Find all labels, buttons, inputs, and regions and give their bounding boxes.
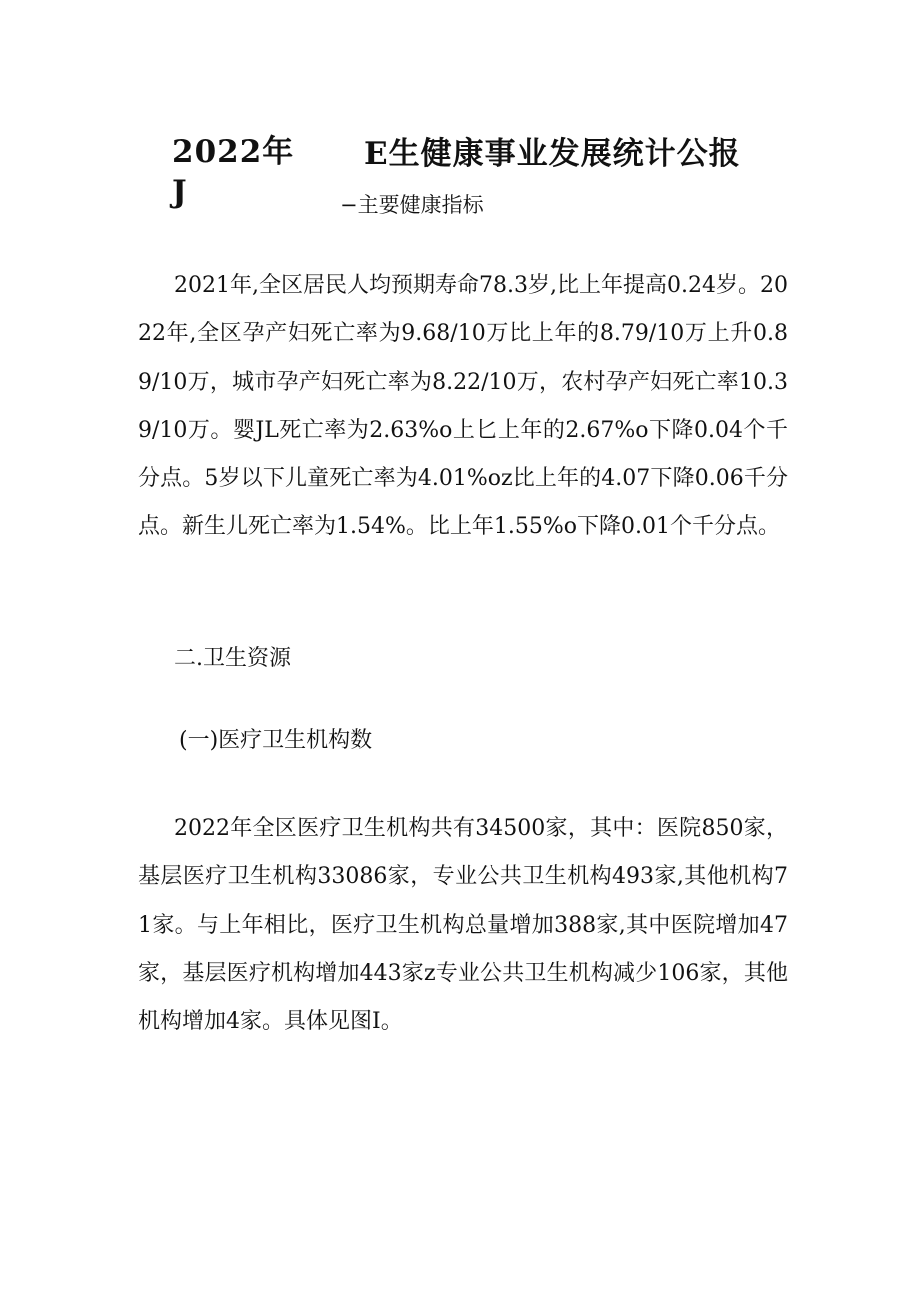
title-year-line2: J bbox=[172, 174, 187, 210]
section-heading-resources: 二.卫生资源 bbox=[174, 646, 291, 671]
title-year: 2022年 bbox=[172, 134, 295, 170]
institutions-paragraph: 2022年全区医疗卫生机构共有34500家，其中：医院850家，基层医疗卫生机构33086家，专业公共卫生机构493家,其他机构71家。与上年相比，医疗卫生机构总量增加388家,其中医院增加47家，基层医疗机构增加443家z专业公共卫生机构减少106家，其他机构增加4家。具体见图I。 bbox=[138, 816, 788, 1035]
document-title: E生健康事业发展统计公报 bbox=[364, 136, 741, 172]
subsection-heading-institutions: (一)医疗卫生机构数 bbox=[179, 728, 373, 753]
health-indicators-paragraph: 2021年,全区居民人均预期寿命78.3岁,比上年提高0.24岁。2022年,全区孕产妇死亡率为9.68/10万比上年的8.79/10万上升0.89/10万，城市孕产妇死亡率为8.22/10万，农村孕产妇死亡率10.39/10万。婴JL死亡率为2.63%o上匕上年的2.67%o下降0.04个千分点。5岁以下儿童死亡率为4.01%oz比上年的4.07下降0.06千分点。新生儿死亡率为1.54%。比上年1.55%o下降0.01个千分点。 bbox=[138, 273, 788, 540]
document-subtitle: −主要健康指标 bbox=[340, 193, 484, 217]
